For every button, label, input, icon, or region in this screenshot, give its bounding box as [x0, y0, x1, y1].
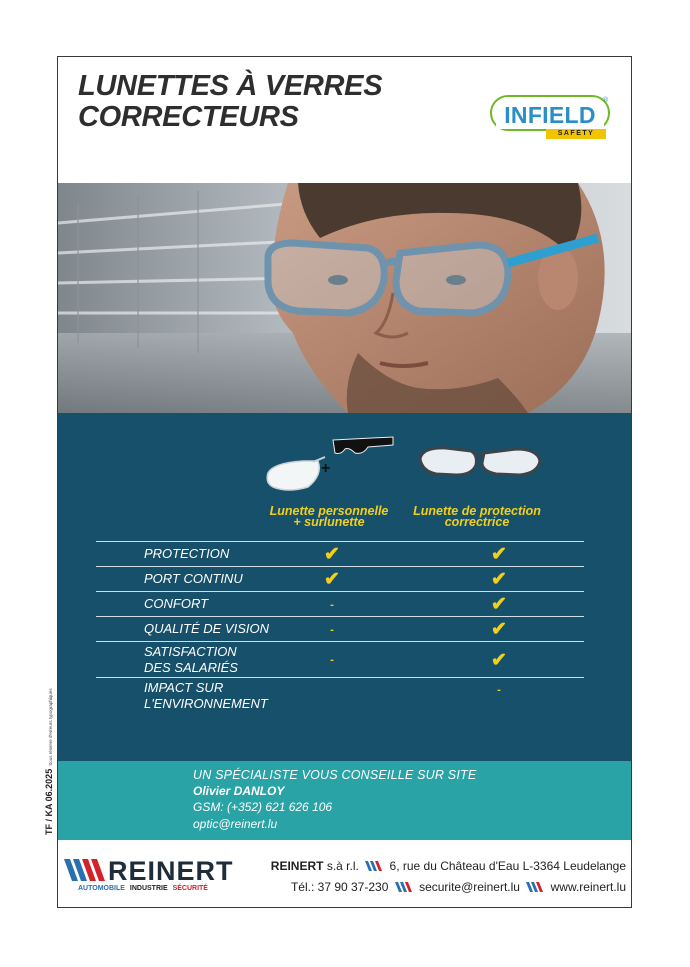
dash-icon: -: [330, 624, 334, 636]
row-label: QUALITÉ DE VISION: [144, 621, 269, 636]
dash-icon: -: [330, 654, 334, 666]
check-icon: ✔: [324, 569, 340, 590]
comparison-row: [96, 641, 584, 677]
column-header-personal-plus-overglasses: [254, 506, 404, 528]
title-line-1: LUNETTES À VERRES: [78, 70, 383, 102]
page-title: [78, 71, 438, 133]
reinert-logo: [64, 856, 234, 896]
brand-subtitle: SAFETY: [546, 129, 606, 139]
infield-safety-logo: [490, 95, 612, 143]
reinert-stripes-icon: [64, 859, 108, 881]
column-1-label-line-1: Lunette personnelle: [269, 504, 389, 518]
row-label: PORT CONTINU: [144, 571, 243, 586]
footer: [58, 840, 631, 907]
separator-stripes-icon: [526, 882, 544, 892]
company-address-line: [271, 859, 626, 873]
separator-stripes-icon: [395, 882, 413, 892]
registered-mark: ®: [603, 97, 609, 104]
company-legal-form: s.à r.l.: [326, 859, 359, 873]
column-2-label-line-2: correctrice: [444, 515, 510, 529]
company-phone[interactable]: Tél.: 37 90 37-230: [290, 880, 389, 894]
row-label: IMPACT SUR L'ENVIRONNEMENT: [144, 680, 268, 711]
header: [58, 57, 631, 183]
company-website[interactable]: www.reinert.lu: [550, 880, 626, 894]
contact-band: [58, 761, 631, 840]
separator-stripes-icon: [365, 861, 383, 871]
flyer-sheet: [57, 56, 632, 908]
hero-photo: [58, 183, 631, 413]
check-icon: ✔: [491, 544, 507, 565]
row-label: PROTECTION: [144, 546, 230, 561]
company-name: REINERT: [270, 859, 324, 873]
reinert-wordmark: REINERT: [108, 856, 234, 886]
reference-code: TF / KA 06.2025: [44, 768, 54, 835]
column-1-label-line-2: + surlunette: [293, 515, 365, 529]
check-icon: ✔: [491, 569, 507, 590]
comparison-table: [96, 541, 584, 715]
check-icon: ✔: [491, 594, 507, 615]
document-reference: [44, 688, 54, 835]
prescription-safety-glasses-icon: [416, 441, 546, 481]
title-line-2: CORRECTEURS: [78, 101, 299, 133]
company-contact-line: [291, 880, 626, 894]
dash-icon: -: [330, 599, 334, 611]
contact-name: Olivier DANLOY: [193, 784, 285, 798]
contact-heading: UN SPÉCIALISTE VOUS CONSEILLE SUR SITE: [193, 768, 477, 782]
column-2-label-line-1: Lunette de protection: [413, 504, 541, 518]
column-header-prescription-safety: [402, 506, 552, 528]
comparison-row: [96, 541, 584, 566]
contact-email[interactable]: optic@reinert.lu: [193, 817, 278, 831]
reinert-tagline: [78, 885, 208, 892]
comparison-row: [96, 591, 584, 616]
plus-sign: +: [321, 460, 331, 477]
disclaimer-note: Sous réserve d'erreurs typographiques: [48, 688, 53, 766]
row-label: CONFORT: [144, 596, 209, 611]
contact-phone[interactable]: GSM: (+352) 621 626 106: [193, 800, 333, 814]
comparison-row: [96, 566, 584, 591]
brand-name: INFIELD: [496, 102, 604, 129]
check-icon: ✔: [491, 650, 507, 671]
comparison-row: [96, 677, 584, 715]
tag-securite: SÉCURITÉ: [172, 885, 208, 892]
overglasses-with-plus-icon: [263, 435, 403, 495]
comparison-row: [96, 616, 584, 641]
comparison-panel: [58, 413, 631, 761]
tag-automobile: AUTOMOBILE: [78, 885, 125, 892]
check-icon: ✔: [491, 619, 507, 640]
row-label: SATISFACTION DES SALARIÉS: [144, 644, 238, 675]
company-address: 6, rue du Château d'Eau L-3364 Leudelange: [389, 859, 626, 873]
company-email[interactable]: securite@reinert.lu: [419, 880, 520, 894]
tag-industrie: INDUSTRIE: [129, 885, 168, 892]
dash-icon: -: [497, 684, 501, 696]
man-wearing-safety-glasses-image: [58, 183, 631, 413]
check-icon: ✔: [324, 544, 340, 565]
